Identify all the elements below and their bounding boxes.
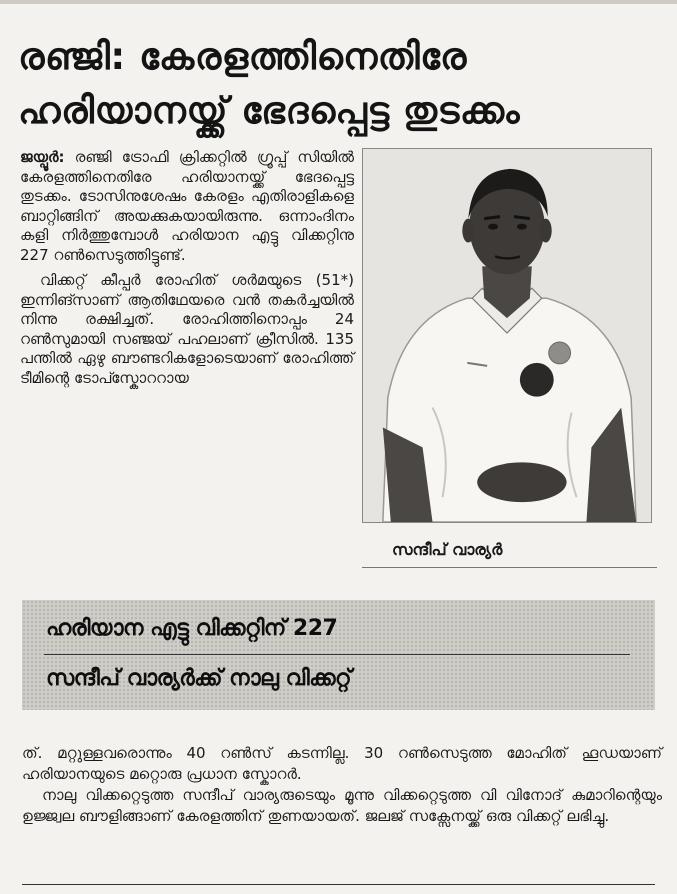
highlight-line-1: ഹരിയാന എട്ടു വിക്കറ്റിന് 227 <box>46 616 338 641</box>
article-paragraph-3: ത്. മറ്റുള്ളവരൊന്നും 40 റൺസ് കടന്നില്ല. 30 റൺസെടുത്ത മോഹിത് ഹൂഡയാണ് ഹരിയാനയുടെ മറ്റൊരു പ്രധാന സ്കോറർ. <box>22 744 662 783</box>
highlight-separator <box>44 654 630 655</box>
top-rule <box>0 0 677 4</box>
highlights-panel <box>22 600 655 710</box>
bottom-rule <box>22 884 655 885</box>
article-continuation <box>22 743 662 827</box>
article-paragraph-1 <box>20 148 354 265</box>
article-paragraph-2: വിക്കറ്റ് കീപ്പർ രോഹിത് ശർമയുടെ (51*) ഇന്നിങ്സാണ് ആതിഥേയരെ വൻ തകർച്ചയിൽ നിന്നു രക്ഷിച്ചത്. രോഹിത്തിനൊപ്പം 24 റൺസുമായി സഞ്ജയ് പഹലാണ് ക്രീസിൽ. 135 പന്തിൽ ഏഴു ബൗണ്ടറികളോടെയാണ് രോഹിത്ത് ടീമിന്റെ ടോപ്സ്കോററായ <box>20 271 354 387</box>
player-photo <box>362 148 652 523</box>
article-paragraph-1-text: രഞ്ജി ട്രോഫി ക്രിക്കറ്റിൽ ഗ്രൂപ്പ് സിയിൽ കേരളത്തിനെതിരേ ഹരിയാനയ്ക്ക് ഭേദപ്പെട്ട തുടക്കം. ടോസിനുശേഷം കേരളം എതിരാളികളെ ബാറ്റിങ്ങിന് അയക്കുകയായിരുന്നു. ഒന്നാംദിനം കളി നിർത്തുമ്പോൾ ഹരിയാന എട്ടു വിക്കറ്റിനു 227 റൺസെടുത്തിട്ടുണ്ട്. <box>20 148 354 264</box>
headline-line-2: ഹരിയാനയ്ക്ക് ഭേദപ്പെട്ട തുടക്കം <box>18 89 520 132</box>
headline-line-1: രഞ്ജി: കേരളത്തിനെതിരേ <box>18 35 467 78</box>
article-column <box>20 148 354 394</box>
player-photo-image <box>363 149 651 522</box>
highlight-line-2: സന്ദീപ് വാര്യർക്ക് നാലു വിക്കറ്റ് <box>46 666 352 691</box>
dateline: ജയ്പൂർ: <box>20 148 65 166</box>
headline <box>18 30 658 138</box>
article-paragraph-4: നാലു വിക്കറ്റെടുത്ത സന്ദീപ് വാര്യരുടെയും മൂന്നു വിക്കറ്റെടുത്ത വി വിനോദ് കുമാറിന്റെയും ഉജ്ജ്വല ബൗളിങ്ങാണ് കേരളത്തിന് തുണയായത്. ജലജ് സക്സേനയ്ക്ക് ഒരു വിക്കറ്റ് ലഭിച്ചു. <box>22 786 662 825</box>
caption-rule <box>362 567 657 568</box>
photo-caption: സന്ദീപ് വാര്യർ <box>392 540 503 559</box>
